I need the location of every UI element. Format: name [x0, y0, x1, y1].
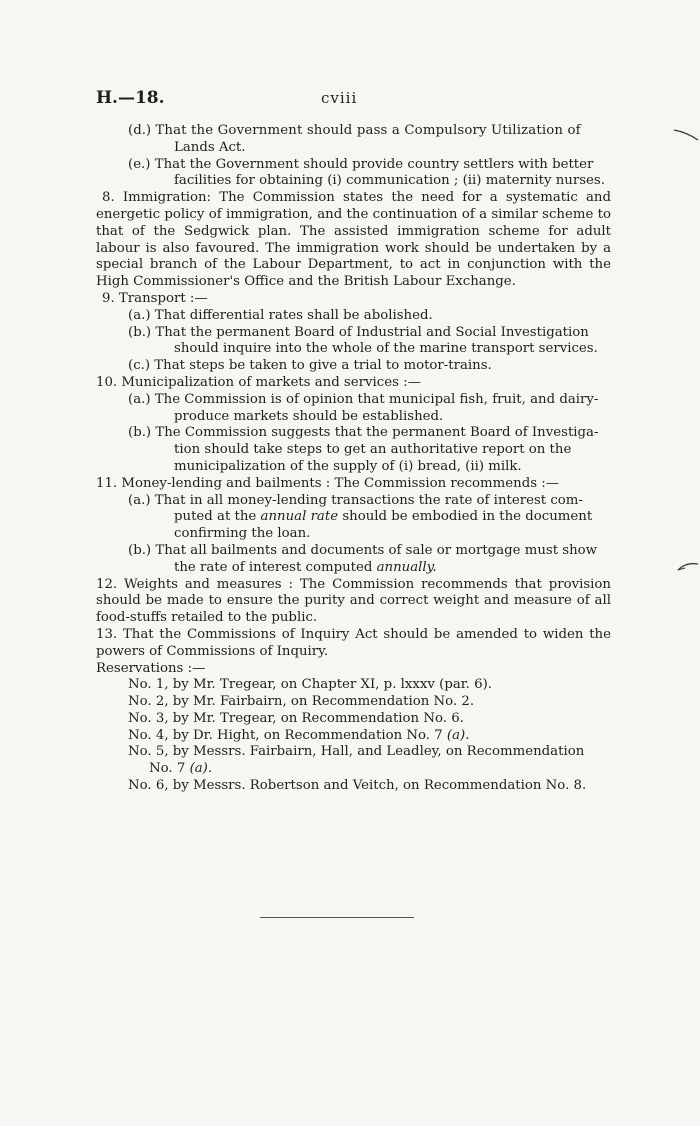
reservations-list: [96, 677, 611, 795]
item-text-cont: the rate of interest computed: [174, 559, 373, 575]
item-label: (a.): [128, 492, 151, 508]
item-e: [96, 157, 611, 191]
reservation-text: No. 7: [149, 761, 186, 777]
item-text-cont: should be embodied in the document: [342, 509, 593, 525]
item-label: (b.): [128, 324, 152, 340]
item-text-cont: Lands Act.: [174, 139, 246, 155]
reservation-item: No. 2, by Mr. Fairbairn, on Recommendation No. 2.: [128, 694, 475, 710]
item-d: [96, 123, 611, 157]
reservation-item: No. 6, by Messrs. Robertson and Veitch, on Recommendation No. 8.: [128, 778, 587, 794]
item-text: That the Government should pass a Compulsory Utilization of: [155, 123, 581, 138]
reservation-item: [128, 728, 611, 745]
item-text: The Commission is of opinion that municipal fish, fruit, and dairy-: [154, 391, 599, 407]
item-label: (d.): [128, 123, 152, 138]
paragraph-8: 8. Immigration: The Commission states the need for a systematic and energetic policy of immigration, and the continuation of a similar scheme to that of the Sedgwick plan. The assisted immigration scheme for adult labour is also favoured. The immigration work should be undertaken by a special branch of the Labour Department, to act in conjunction with the High Commissioner's Office and the British Labour Exchange.: [96, 190, 611, 290]
item-text: The Commission suggests that the permanent Board of Investiga-: [155, 425, 599, 441]
reservations-heading: Reservations :—: [96, 660, 206, 676]
paragraph-9-heading: 9. Transport :—: [102, 290, 208, 306]
reservation-item: No. 5, by Messrs. Fairbairn, Hall, and Leadley, on Recommendation: [128, 744, 585, 760]
item-text-cont: municipalization of the supply of (i) bread, (ii) milk.: [174, 458, 522, 474]
reservation-text-emphasis: (a).: [446, 727, 470, 743]
reservation-text: No. 4, by Dr. Hight, on Recommendation No. 7: [128, 727, 443, 743]
item-text: That the Government should provide country settlers with better: [154, 156, 594, 172]
item-text: That the permanent Board of Industrial and Social Investigation: [155, 324, 589, 340]
item-label: (b.): [128, 425, 152, 441]
paragraph-11-heading: 11. Money-lending and bailments : The Commission recommends :—: [96, 475, 560, 491]
item-text-emphasis: annually.: [376, 559, 437, 575]
item-9a: [96, 308, 611, 325]
item-11b: [96, 543, 611, 577]
item-label: (a.): [128, 391, 151, 407]
item-label: (b.): [128, 542, 152, 558]
reservation-item-cont: [128, 761, 611, 778]
item-text: That steps be taken to give a trial to motor-trains.: [154, 358, 492, 374]
item-label: (c.): [128, 358, 151, 374]
item-text: That in all money-lending transactions the rate of interest com-: [154, 492, 583, 508]
page-header: [96, 88, 616, 110]
reservation-item: No. 1, by Mr. Tregear, on Chapter XI, p. lxxxv (par. 6).: [128, 677, 492, 693]
item-text-cont: facilities for obtaining (i) communication ; (ii) maternity nurses.: [174, 173, 605, 189]
item-9b: [96, 325, 611, 359]
paragraph-13: 13. That the Commissions of Inquiry Act should be amended to widen the powers of Commissions of Inquiry.: [96, 626, 611, 659]
item-text: That differential rates shall be abolished.: [154, 307, 433, 323]
item-text-cont: tion should take steps to get an authoritative report on the: [174, 442, 572, 458]
margin-mark-top: [672, 124, 700, 144]
margin-mark-middle: [676, 558, 700, 578]
paragraph-12: 12. Weights and measures : The Commission recommends that provision should be made to ensure the purity and correct weight and measure of all food-stuffs retailed to the public.: [96, 576, 611, 626]
item-label: (e.): [128, 156, 151, 172]
item-text-cont: produce markets should be established.: [174, 408, 444, 424]
document-body: [96, 123, 611, 795]
parliamentary-paper-ref: H.—18.: [96, 88, 165, 108]
item-9c: [96, 358, 611, 375]
page-number: cviii: [321, 89, 358, 107]
reservation-item: No. 3, by Mr. Tregear, on Recommendation No. 6.: [128, 710, 464, 726]
item-text-cont: should inquire into the whole of the marine transport services.: [174, 341, 598, 357]
item-text-emphasis: annual rate: [260, 509, 339, 525]
item-10a: [96, 392, 611, 426]
item-text-cont: confirming the loan.: [174, 526, 311, 542]
item-10b: [96, 425, 611, 475]
paragraph-10-heading: 10. Municipalization of markets and services :—: [96, 374, 421, 390]
item-11a: [96, 493, 611, 543]
item-label: (a.): [128, 307, 151, 323]
item-text: That all bailments and documents of sale or mortgage must show: [155, 542, 598, 558]
reservation-text-emphasis: (a).: [189, 761, 213, 777]
item-text-cont: puted at the: [174, 509, 257, 525]
end-rule: [260, 917, 414, 918]
